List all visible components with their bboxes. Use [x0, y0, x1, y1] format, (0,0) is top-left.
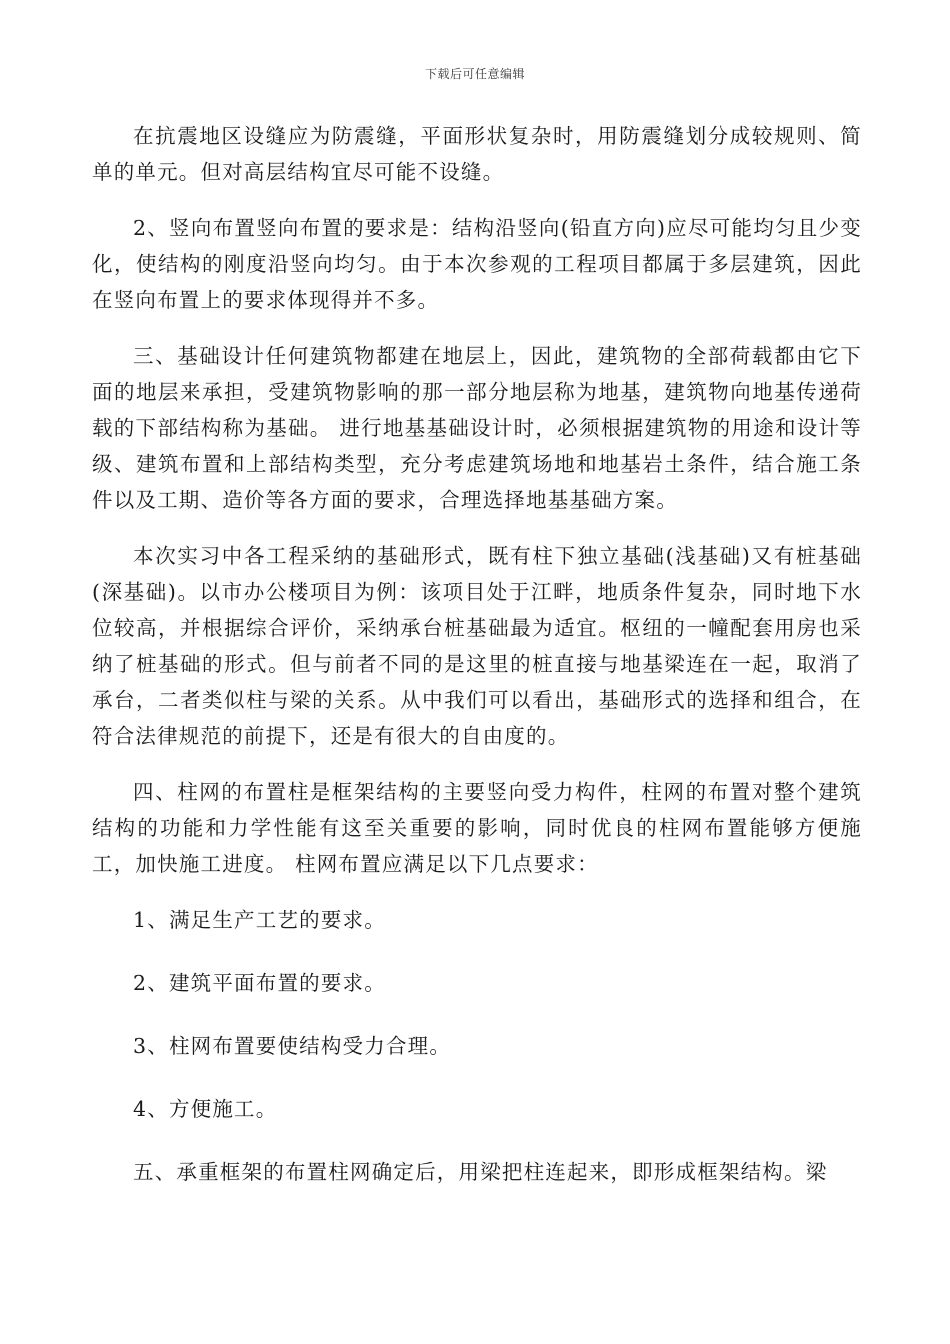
list-item-requirement-1: 1、满足生产工艺的要求。	[133, 908, 386, 932]
paragraph-column-grid: 四、柱网的布置柱是框架结构的主要竖向受力构件，柱网的布置对整个建筑结构的功能和力学性能有这至关重要的影响，同时优良的柱网布置能够方便施工，加快施工进度。 柱网布置应满足以下几点要求：	[92, 780, 862, 876]
paragraph-seismic-joint: 在抗震地区设缝应为防震缝，平面形状复杂时，用防震缝划分成较规则、简单的单元。但对高层结构宜尽可能不设缝。	[92, 124, 862, 184]
paragraph-foundation-design: 三、基础设计任何建筑物都建在地层上，因此，建筑物的全部荷载都由它下面的地层来承担，受建筑物影响的那一部分地层称为地基，建筑物向地基传递荷载的下部结构称为基础。 进行地基基础设计时，必须根据建筑物的用途和设计等级、建筑布置和上部结构类型，充分考虑建筑场地和地基岩土条件，结合施工条件以及工期、造价等各方面的要求，合理选择地基基础方案。	[92, 344, 862, 512]
document-body	[92, 118, 862, 1210]
list-item-requirement-2: 2、建筑平面布置的要求。	[133, 971, 386, 995]
list-item-requirement-3: 3、柱网布置要使结构受力合理。	[133, 1034, 452, 1058]
paragraph-vertical-layout: 2、竖向布置竖向布置的要求是：结构沿竖向(铅直方向)应尽可能均匀且少变化，使结构的刚度沿竖向均匀。由于本次参观的工程项目都属于多层建筑，因此在竖向布置上的要求体现得并不多。	[92, 216, 862, 312]
paragraph-foundation-forms: 本次实习中各工程采纳的基础形式，既有柱下独立基础(浅基础)又有桩基础(深基础)。以市办公楼项目为例：该项目处于江畔，地质条件复杂，同时地下水位较高，并根据综合评价，采纳承台桩基础最为适宜。枢纽的一幢配套用房也采纳了桩基础的形式。但与前者不同的是这里的桩直接与地基梁连在一起，取消了承台，二者类似柱与梁的关系。从中我们可以看出，基础形式的选择和组合，在符合法律规范的前提下，还是有很大的自由度的。	[92, 544, 862, 748]
paragraph-frame-layout: 五、承重框架的布置柱网确定后，用梁把柱连起来，即形成框架结构。梁	[133, 1160, 828, 1184]
page-header: 下载后可任意编辑	[424, 67, 525, 81]
list-item-requirement-4: 4、方便施工。	[133, 1097, 278, 1121]
